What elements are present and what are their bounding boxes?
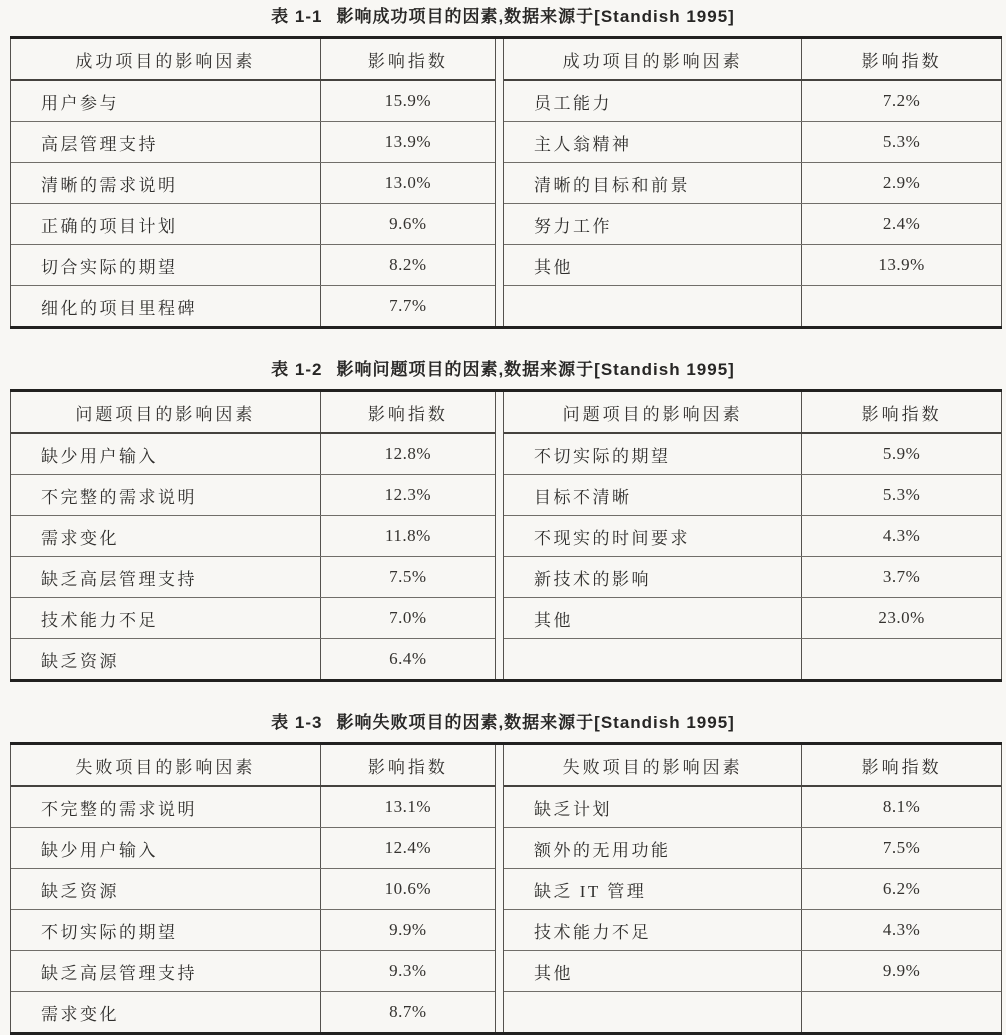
- column-header-factor: 问题项目的影响因素: [11, 392, 321, 432]
- table-title-label: 表 1-2: [271, 360, 323, 379]
- table-section-failed: [0, 712, 1006, 1035]
- header-row: [504, 39, 1001, 81]
- column-header-index: 影响指数: [367, 404, 448, 424]
- index-cell: 2.4%: [882, 214, 921, 233]
- factor-cell: 技术能力不足: [504, 910, 802, 950]
- index-cell: 6.4%: [389, 649, 427, 668]
- index-cell: 4.3%: [882, 526, 921, 545]
- index-cell: 12.8%: [384, 444, 432, 463]
- table-row: [11, 475, 495, 516]
- table-title: [0, 6, 1006, 28]
- table-row: [11, 122, 495, 163]
- column-header-index: 影响指数: [367, 51, 448, 71]
- table-row: [504, 557, 1001, 598]
- column-header-index: 影响指数: [861, 51, 942, 71]
- factor-cell: 不切实际的期望: [11, 910, 321, 950]
- table-row: [504, 910, 1001, 951]
- table-row: [504, 245, 1001, 286]
- factor-cell: 用户参与: [11, 81, 321, 121]
- table-half-left: [10, 745, 496, 1032]
- index-cell: 10.6%: [384, 879, 432, 898]
- factor-cell: 切合实际的期望: [11, 245, 321, 285]
- table-row: [11, 598, 495, 639]
- index-cell: 8.2%: [389, 255, 427, 274]
- column-header-index: 影响指数: [861, 757, 942, 777]
- index-cell: 5.3%: [882, 132, 921, 151]
- factor-cell: 缺乏资源: [11, 869, 321, 909]
- column-header-factor: 成功项目的影响因素: [504, 39, 802, 79]
- column-header-factor: 失败项目的影响因素: [11, 745, 321, 785]
- index-cell: [802, 639, 1001, 679]
- index-cell: [802, 286, 1001, 326]
- factor-cell: 努力工作: [504, 204, 802, 244]
- factor-cell: [504, 286, 802, 326]
- table-row: [11, 557, 495, 598]
- index-cell: 12.4%: [384, 838, 432, 857]
- table-row: [11, 828, 495, 869]
- table-row: [504, 951, 1001, 992]
- table-row: [11, 639, 495, 679]
- index-cell: 13.9%: [878, 255, 925, 274]
- header-row: [11, 39, 495, 81]
- table-title-label: 表 1-1: [271, 7, 323, 26]
- table-row: [504, 475, 1001, 516]
- table-row: [11, 787, 495, 828]
- table-row: [504, 869, 1001, 910]
- table-row: [504, 122, 1001, 163]
- factor-cell: 不完整的需求说明: [11, 475, 321, 515]
- table-row: [11, 163, 495, 204]
- table-row: [504, 516, 1001, 557]
- data-table-challenged-factors: [10, 389, 1002, 682]
- column-header-index: 影响指数: [861, 404, 942, 424]
- index-cell: 7.5%: [882, 838, 921, 857]
- table-row: [11, 516, 495, 557]
- column-header-factor: 成功项目的影响因素: [11, 39, 321, 79]
- index-cell: 13.1%: [384, 797, 432, 816]
- header-row: [11, 745, 495, 787]
- table-title: [0, 712, 1006, 734]
- index-cell: 2.9%: [882, 173, 921, 192]
- index-cell: 5.3%: [882, 485, 921, 504]
- factor-cell: 新技术的影响: [504, 557, 802, 597]
- table-half-left: [10, 392, 496, 679]
- column-header-factor: 失败项目的影响因素: [504, 745, 802, 785]
- table-section-success: [0, 6, 1006, 329]
- data-table-failed-factors: [10, 742, 1002, 1035]
- factor-cell: 缺乏计划: [504, 787, 802, 827]
- index-cell: 7.0%: [389, 608, 427, 627]
- factor-cell: 不完整的需求说明: [11, 787, 321, 827]
- factor-cell: 缺乏 IT 管理: [504, 869, 802, 909]
- factor-cell: [504, 992, 802, 1032]
- index-cell: 7.7%: [389, 296, 427, 315]
- factor-cell: 主人翁精神: [504, 122, 802, 162]
- factor-cell: 技术能力不足: [11, 598, 321, 638]
- factor-cell: 细化的项目里程碑: [11, 286, 321, 326]
- table-half-right: [503, 39, 1002, 326]
- factor-cell: 清晰的目标和前景: [504, 163, 802, 203]
- index-cell: 13.0%: [384, 173, 432, 192]
- header-row: [11, 392, 495, 434]
- factor-cell: 其他: [504, 598, 802, 638]
- table-row: [504, 598, 1001, 639]
- table-row: [504, 828, 1001, 869]
- table-row: [504, 163, 1001, 204]
- factor-cell: 高层管理支持: [11, 122, 321, 162]
- table-row: [504, 286, 1001, 326]
- table-title-text: 影响成功项目的因素,数据来源于[Standish 1995]: [336, 7, 735, 26]
- index-cell: 7.2%: [882, 91, 921, 110]
- index-cell: 11.8%: [384, 526, 431, 545]
- table-title-text: 影响问题项目的因素,数据来源于[Standish 1995]: [336, 360, 735, 379]
- table-title-label: 表 1-3: [271, 713, 323, 732]
- factor-cell: 其他: [504, 245, 802, 285]
- table-row: [504, 992, 1001, 1032]
- factor-cell: 目标不清晰: [504, 475, 802, 515]
- index-cell: 9.9%: [882, 961, 921, 980]
- factor-cell: 缺乏高层管理支持: [11, 951, 321, 991]
- table-row: [11, 434, 495, 475]
- index-cell: [802, 992, 1001, 1032]
- table-row: [11, 910, 495, 951]
- table-row: [11, 286, 495, 326]
- table-row: [504, 434, 1001, 475]
- table-row: [11, 204, 495, 245]
- index-cell: 6.2%: [882, 879, 921, 898]
- table-title: [0, 359, 1006, 381]
- table-row: [504, 81, 1001, 122]
- factor-cell: 缺少用户输入: [11, 828, 321, 868]
- index-cell: 8.1%: [882, 797, 921, 816]
- table-row: [11, 992, 495, 1032]
- factor-cell: 缺少用户输入: [11, 434, 321, 474]
- factor-cell: 其他: [504, 951, 802, 991]
- index-cell: 9.6%: [389, 214, 427, 233]
- factor-cell: 额外的无用功能: [504, 828, 802, 868]
- table-section-challenged: [0, 359, 1006, 682]
- index-cell: 23.0%: [878, 608, 925, 627]
- index-cell: 3.7%: [882, 567, 921, 586]
- table-half-left: [10, 39, 496, 326]
- index-cell: 9.3%: [389, 961, 427, 980]
- index-cell: 4.3%: [882, 920, 921, 939]
- table-row: [11, 245, 495, 286]
- factor-cell: 员工能力: [504, 81, 802, 121]
- factor-cell: 需求变化: [11, 992, 321, 1032]
- table-half-right: [503, 392, 1002, 679]
- factor-cell: [504, 639, 802, 679]
- table-title-text: 影响失败项目的因素,数据来源于[Standish 1995]: [336, 713, 735, 732]
- index-cell: 12.3%: [384, 485, 432, 504]
- table-row: [504, 787, 1001, 828]
- table-row: [504, 639, 1001, 679]
- factor-cell: 缺乏高层管理支持: [11, 557, 321, 597]
- factor-cell: 需求变化: [11, 516, 321, 556]
- factor-cell: 不切实际的期望: [504, 434, 802, 474]
- factor-cell: 清晰的需求说明: [11, 163, 321, 203]
- index-cell: 8.7%: [389, 1002, 427, 1021]
- data-table-success-factors: [10, 36, 1002, 329]
- column-header-factor: 问题项目的影响因素: [504, 392, 802, 432]
- column-header-index: 影响指数: [367, 757, 448, 777]
- table-row: [11, 869, 495, 910]
- header-row: [504, 392, 1001, 434]
- table-row: [11, 951, 495, 992]
- index-cell: 5.9%: [882, 444, 921, 463]
- table-row: [504, 204, 1001, 245]
- index-cell: 9.9%: [389, 920, 427, 939]
- index-cell: 7.5%: [389, 567, 427, 586]
- table-row: [11, 81, 495, 122]
- factor-cell: 正确的项目计划: [11, 204, 321, 244]
- index-cell: 13.9%: [384, 132, 432, 151]
- factor-cell: 缺乏资源: [11, 639, 321, 679]
- index-cell: 15.9%: [384, 91, 432, 110]
- table-half-right: [503, 745, 1002, 1032]
- header-row: [504, 745, 1001, 787]
- factor-cell: 不现实的时间要求: [504, 516, 802, 556]
